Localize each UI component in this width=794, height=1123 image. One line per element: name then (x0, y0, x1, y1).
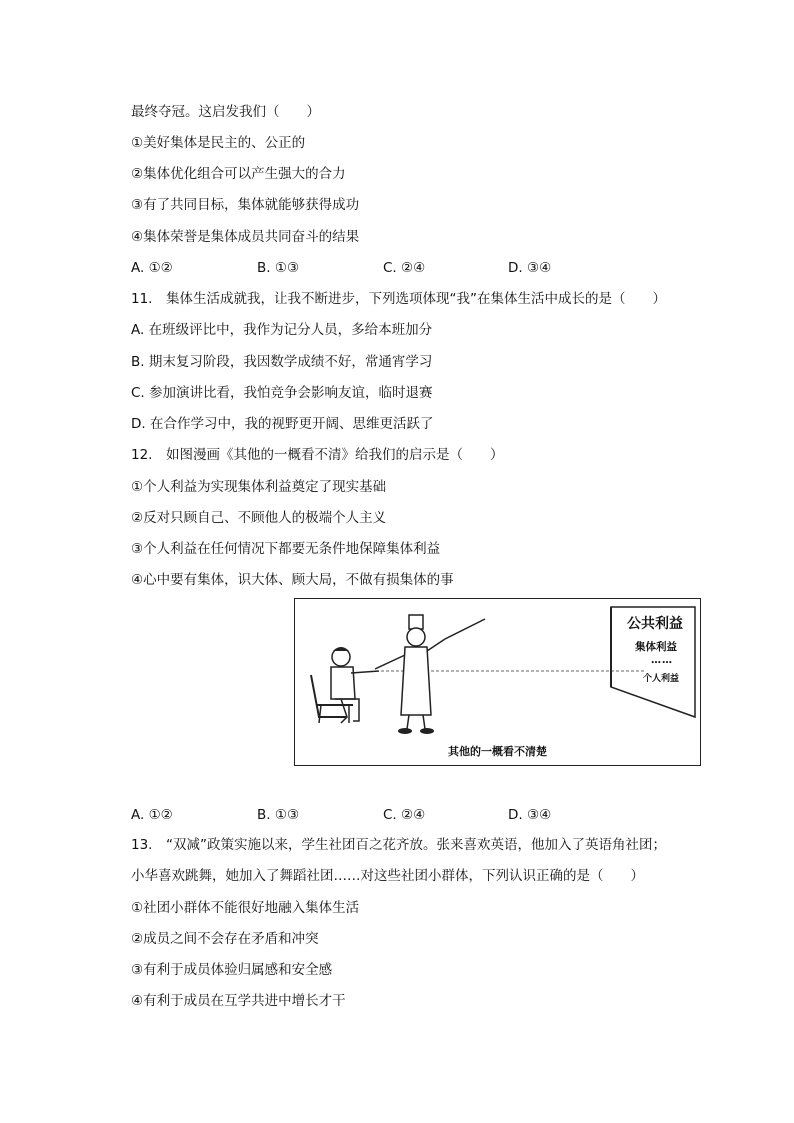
q12-item-1: ①个人利益为实现集体利益奠定了现实基础 (131, 479, 387, 495)
q12-option-c[interactable]: C. ②④ (383, 807, 426, 823)
q12-option-a[interactable]: A. ①② (131, 807, 173, 823)
q10-stem: 最终夺冠。这启发我们（ ） (131, 104, 320, 120)
q12-item-2: ②反对只顾自己、不顾他人的极端个人主义 (131, 510, 387, 526)
board-dots: …… (651, 655, 673, 666)
q12-item-4: ④心中要有集体，识大体、顾大局，不做有损集体的事 (131, 572, 454, 588)
q11-choice-c[interactable]: C. 参加演讲比看，我怕竞争会影响友谊，临时退赛 (131, 385, 433, 401)
q10-option-d[interactable]: D. ③④ (508, 260, 552, 276)
q13-item-1: ①社团小群体不能很好地融入集体生活 (131, 900, 360, 916)
board-line-collective: 集体利益 (635, 641, 677, 653)
q10-option-b[interactable]: B. ①③ (257, 260, 300, 276)
q11-choice-a[interactable]: A. 在班级评比中，我作为记分人员，多给本班加分 (131, 322, 433, 338)
q13-item-2: ②成员之间不会存在矛盾和冲突 (131, 931, 319, 947)
board-title: 公共利益 (627, 616, 683, 632)
q10-option-c[interactable]: C. ②④ (383, 260, 426, 276)
q13-item-4: ④有利于成员在互学共进中增长才干 (131, 993, 346, 1009)
q13-stem-line1: 13. “双减”政策实施以来，学生社团百之花齐放。张来喜欢英语，他加入了英语角社团； (131, 837, 666, 853)
q11-choice-b[interactable]: B. 期末复习阶段，我因数学成绩不好，常通宵学习 (131, 354, 433, 370)
q11-choice-d[interactable]: D. 在合作学习中，我的视野更开阔、思维更活跃了 (131, 416, 434, 432)
q10-option-a[interactable]: A. ①② (131, 260, 173, 276)
q13-stem-line2: 小华喜欢跳舞，她加入了舞蹈社团……对这些社团小群体，下列认识正确的是（ ） (131, 868, 644, 884)
q10-item-4: ④集体荣誉是集体成员共同奋斗的结果 (131, 229, 360, 245)
q13-item-3: ③有利于成员体验归属感和安全感 (131, 962, 333, 978)
board-line-personal: 个人利益 (643, 674, 680, 684)
q12-option-b[interactable]: B. ①③ (257, 807, 300, 823)
q10-item-1: ①美好集体是民主的、公正的 (131, 135, 306, 151)
q12-stem: 12. 如图漫画《其他的一概看不清》给我们的启示是（ ） (131, 447, 504, 463)
q12-item-3: ③个人利益在任何情况下都要无条件地保障集体利益 (131, 541, 441, 557)
q12-option-d[interactable]: D. ③④ (508, 807, 552, 823)
q10-item-2: ②集体优化组合可以产生强大的合力 (131, 166, 346, 182)
q11-stem: 11. 集体生活成就我，让我不断进步，下列选项体现“我”在集体生活中成长的是（ ） (131, 291, 666, 307)
cartoon-caption: 其他的一概看不清楚 (448, 745, 547, 758)
q10-item-3: ③有了共同目标，集体就能够获得成功 (131, 197, 360, 213)
cartoon-illustration (294, 598, 701, 766)
